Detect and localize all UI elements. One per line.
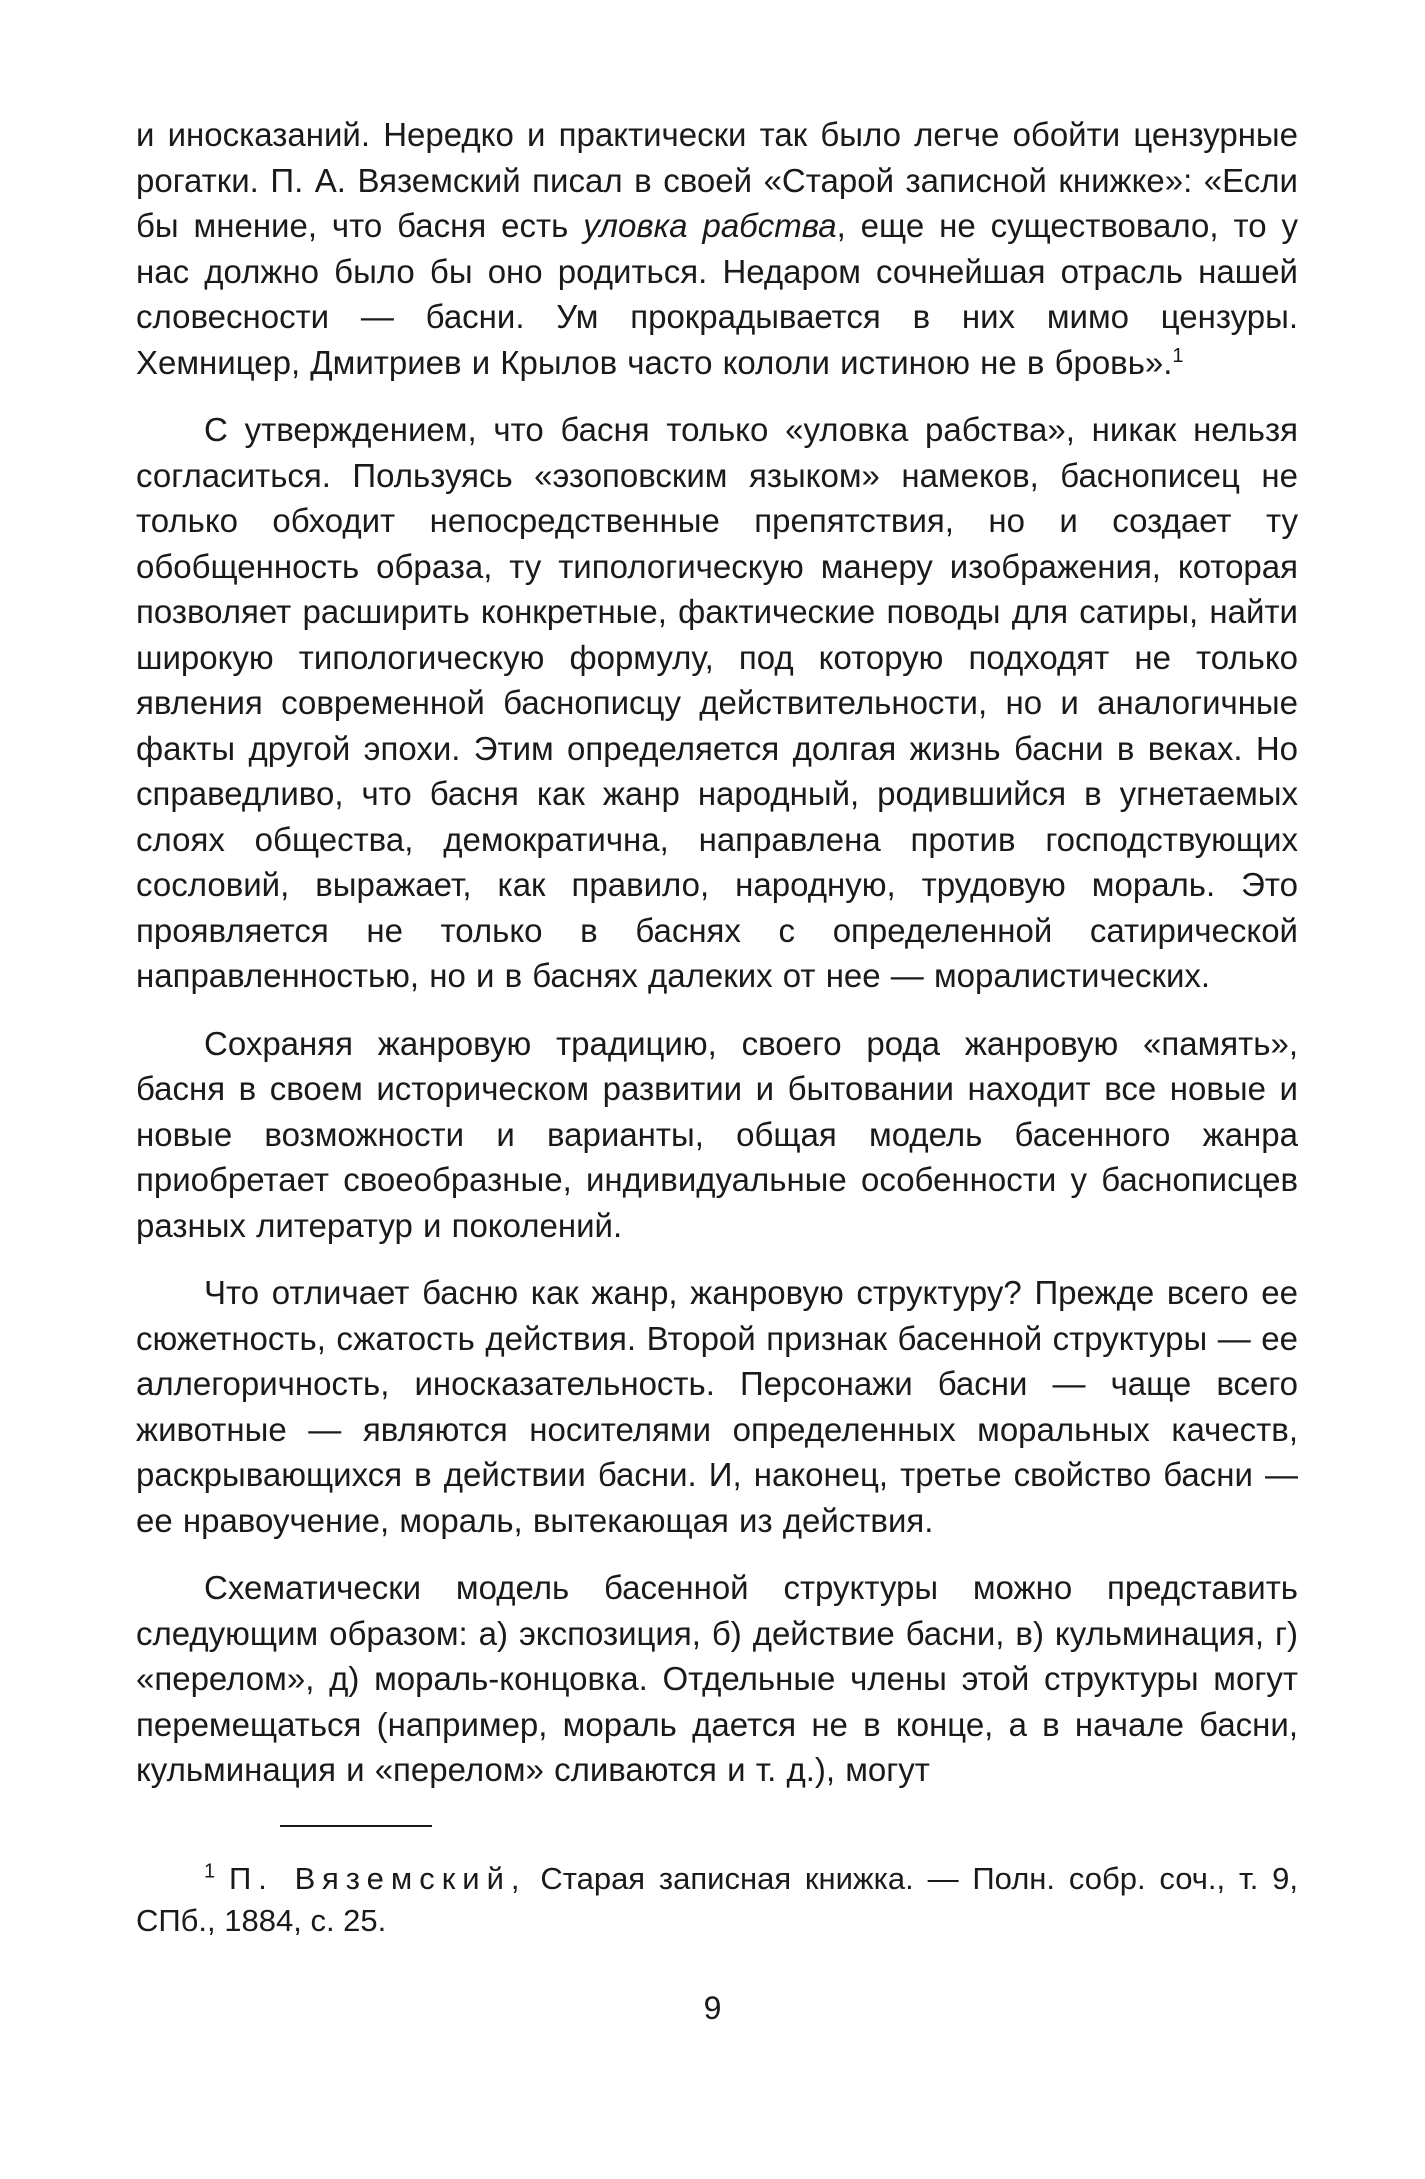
footnote-mark: 1 — [204, 1860, 216, 1883]
footnote-author: П. Вяземский, — [228, 1861, 527, 1896]
page-body — [136, 112, 1298, 1815]
paragraph-3: Сохраняя жанровую традицию, своего рода жанровую «память», басня в своем историческом развитии и бытовании находит все новые и новые возможности и варианты, общая модель басенного жанра приобретает своеобразные, индивидуальные особенности у баснописцев разных литератур и поколений. — [136, 1024, 1298, 1244]
footnote-text: Старая записная книжка. — Полн. собр. соч., т. 9, СПб., 1884, с. 25. — [136, 1861, 1299, 1938]
paragraph-1-text-after: , еще не существовало, то у нас должно было бы оно родиться. Недаром сочнейшая отрасль нашей словесности — басни. Ум прокрадывается в них мимо цензуры. Хемницер, Дмитриев и Крылов часто кололи истиною не в бровь». — [136, 207, 1298, 381]
page-number: 9 — [703, 1990, 722, 2026]
paragraph-1-emphasis: уловка рабства — [583, 207, 837, 244]
paragraph-4: Что отличает басню как жанр, жанровую структуру? Прежде всего ее сюжетность, сжатость действия. Второй признак басенной структуры — ее аллегоричность, иносказательность. Персонажи басни — чаще всего животные — являются носителями определенных моральных качеств, раскрывающихся в действии басни. И, наконец, третье свойство басни — ее нравоучение, мораль, вытекающая из действия. — [136, 1274, 1298, 1539]
paragraph-5: Схематически модель басенной структуры можно представить следующим образом: а) экспозиция, б) действие басни, в) кульминация, г) «перелом», д) мораль-концовка. Отдельные члены этой структуры могут перемещаться (например, мораль дается не в конце, а в начале басни, кульминация и «перелом» сливаются и т. д.), могут — [136, 1569, 1298, 1788]
footnote-reference[interactable]: 1 — [1172, 344, 1184, 367]
footnote-divider — [280, 1825, 432, 1827]
paragraph-1-text-before: и иносказаний. Нередко и практически так было легче обойти цензурные рогатки. П. А. Вяземский писал в своей «Старой записной книжке»: «Если бы мнение, что басня есть — [136, 116, 1298, 244]
footnote — [136, 1858, 1298, 1942]
paragraph-2: С утверждением, что басня только «уловка рабства», никак нельзя согласиться. Пользуясь «эзоповским языком» намеков, баснописец не только обходит непосредственные препятствия, но и создает ту обобщенность образа, ту типологическую манеру изображения, которая позволяет расширить конкретные, фактические поводы для сатиры, найти широкую типологическую формулу, под которую подходят не только явления современной баснописцу действительности, но и аналогичные факты другой эпохи. Этим определяется долгая жизнь басни в веках. Но справедливо, что басня как жанр народный, родившийся в угнетаемых слоях общества, демократична, направлена против господствующих сословий, выражает, как правило, народную, трудовую мораль. Это проявляется не только в баснях с определенной сатирической направленностью, но и в баснях далеких от нее — моралистических. — [136, 411, 1298, 994]
paragraph-1 — [136, 112, 1298, 385]
